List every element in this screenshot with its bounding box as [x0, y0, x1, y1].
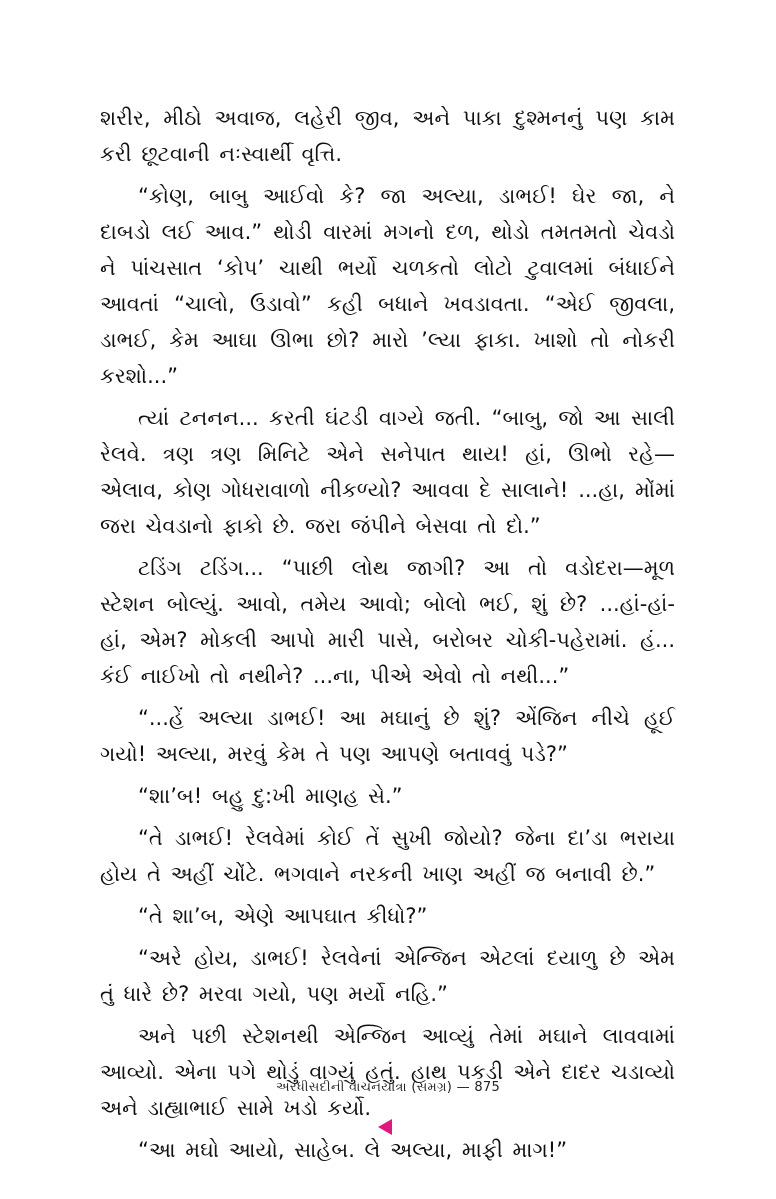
- paragraph-4: ટડિંગ ટડિંગ... “પાછી લોથ જાગી? આ તો વડોદરા—મૂળ સ્ટેશન બોલ્યું. આવો, તમેય આવો; બોલો ભઈ, શું છે? ...હાં-હાં-હાં, એમ? મોકલી આપો મારી પાસે, બરોબર ચોકી-પહેરામાં. હં... કંઈ નાઈખો તો નથીને? ...ના, પીએ એવો તો નથી...”: [100, 556, 675, 688]
- paragraph-7: “તે ડાભઈ! રેલવેમાં કોઈ તેં સુખી જોયો? જેના દા’ડા ભરાયા હોય તે અહીં ચોંટે. ભગવાને નરકની ખાણ અહીં જ બનાવી છે.”: [100, 826, 675, 886]
- paragraph-6: “શા’બ! બહુ દુ:ખી માણહ સે.”: [138, 784, 403, 808]
- paragraph-2: “કોણ, બાબુ આઈવો કે? જા અલ્યા, ડાભઈ! ઘેર જા, ને દાબડો લઈ આવ.” થોડી વારમાં મગનો દળ, થોડો તમતમતો ચેવડો ને પાંચસાત ‘કોપ’ ચાથી ભર્યો ચળકતો લોટો ટુવાલમાં બંધાઈને આવતાં “ચાલો, ઉડાવો” કહી બધાને ખવડાવતા. “એઈ જીવલા, ડાભઈ, કેમ આઘા ઊભા છો? મારો ’લ્યા ફાકા. ખાશો તો નોકરી કરશો...”: [100, 184, 675, 388]
- page-body: [100, 100, 675, 1168]
- paragraph-9: “અરે હોય, ડાભઈ! રેલવેનાં એન્જિન એટલાં દયાળુ છે એમ તું ધારે છે? મરવા ગયો, પણ મર્યો નહિ.”: [100, 946, 675, 1006]
- page-footer: અરધીસદીની વાચનયાત્રા (સમગ્ર) — 875: [275, 1080, 501, 1095]
- previous-page-arrow-icon[interactable]: [378, 1119, 392, 1135]
- paragraph-1: શરીર, મીઠો અવાજ, લહેરી જીવ, અને પાકા દુશ્મનનું પણ કામ કરી છૂટવાની નઃસ્વાર્થી વૃત્તિ.: [100, 106, 675, 166]
- paragraph-5: “...હેં અલ્યા ડાભઈ! આ મઘાનું છે શું? એંજિન નીચે હૂઈ ગયો! અલ્યા, મરવું કેમ તે પણ આપણે બતાવવું પડે?”: [100, 706, 675, 766]
- paragraph-8: “તે શા’બ, એણે આપઘાત કીધો?”: [138, 904, 428, 928]
- paragraph-3: ત્યાં ટનનન... કરતી ઘંટડી વાગ્યે જતી. “બાબુ, જો આ સાલી રેલવે. ત્રણ ત્રણ મિનિટે એને સનેપાત થાય! હાં, ઊભો રહે—એલાવ, કોણ ગોધરાવાળો નીકળ્યો? આવવા દે સાલાને! ...હા, મોંમાં જરા ચેવડાનો ફાકો છે. જરા જંપીને બેસવા તો દો.”: [100, 406, 675, 538]
- paragraph-11: “આ મઘો આયો, સાહેબ. લે અલ્યા, માફી માગ!”: [138, 1138, 568, 1162]
- paragraph-10: અને પછી સ્ટેશનથી એન્જિન આવ્યું તેમાં મઘાને લાવવામાં આવ્યો. એના પગે થોડું વાગ્યું હતું. હાથ પકડી એને દાદર ચડાવ્યો અને ડાહ્યાભાઈ સામે ખડો કર્યો.: [100, 1024, 675, 1120]
